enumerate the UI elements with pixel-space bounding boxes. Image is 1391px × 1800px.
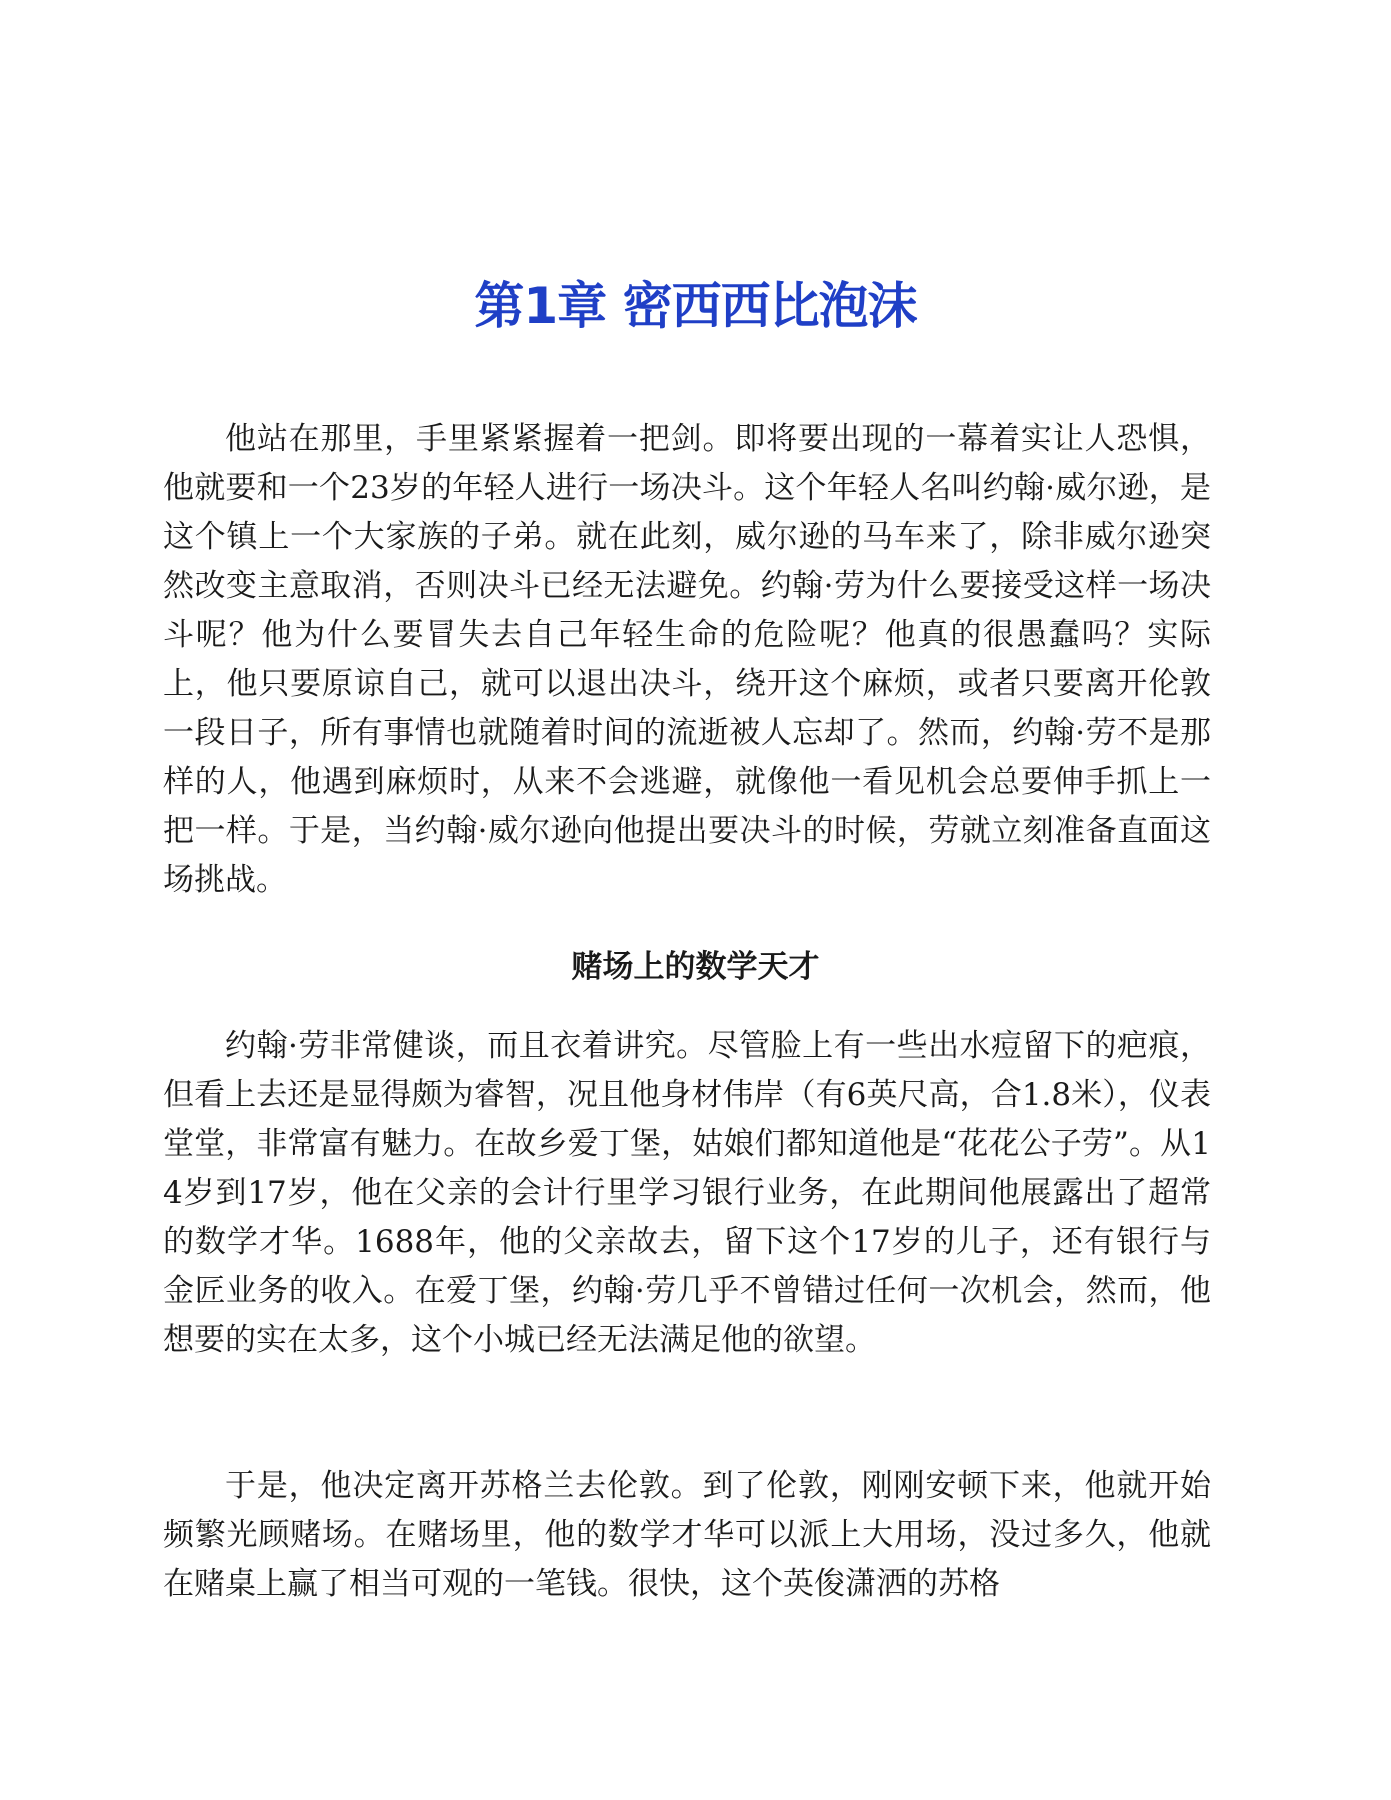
- paragraph-edinburgh: 约翰·劳非常健谈，而且衣着讲究。尽管脸上有一些出水痘留下的疤痕，但看上去还是显得颇为睿智，况且他身材伟岸（有6英尺高，合1.8米），仪表堂堂，非常富有魅力。在故乡爱丁堡，姑娘们都知道他是“花花公子劳”。从14岁到17岁，他在父亲的会计行里学习银行业务，在此期间他展露出了超常的数学才华。1688年，他的父亲故去，留下这个17岁的儿子，还有银行与金匠业务的收入。在爱丁堡，约翰·劳几乎不曾错过任何一次机会，然而，他想要的实在太多，这个小城已经无法满足他的欲望。: [163, 1028, 1211, 1358]
- section-heading: 赌场上的数学天才: [571, 949, 820, 985]
- chapter-title: 第1章 密西西比泡沫: [474, 277, 917, 335]
- paragraph-duel: 他站在那里，手里紧紧握着一把剑。即将要出现的一幕着实让人恐惧，他就要和一个23岁的年轻人进行一场决斗。这个年轻人名叫约翰·威尔逊，是这个镇上一个大家族的子弟。就在此刻，威尔逊的马车来了，除非威尔逊突然改变主意取消，否则决斗已经无法避免。约翰·劳为什么要接受这样一场决斗呢？他为什么要冒失去自己年轻生命的危险呢？他真的很愚蠢吗？实际上，他只要原谅自己，就可以退出决斗，绕开这个麻烦，或者只要离开伦敦一段日子，所有事情也就随着时间的流逝被人忘却了。然而，约翰·劳不是那样的人，他遇到麻烦时，从来不会逃避，就像他一看见机会总要伸手抓上一把一样。于是，当约翰·威尔逊向他提出要决斗的时候，劳就立刻准备直面这场挑战。: [163, 421, 1211, 898]
- paragraph-london: 于是，他决定离开苏格兰去伦敦。到了伦敦，刚刚安顿下来，他就开始频繁光顾赌场。在赌场里，他的数学才华可以派上大用场，没过多久，他就在赌桌上赢了相当可观的一笔钱。很快，这个英俊潇洒的苏格: [163, 1468, 1211, 1602]
